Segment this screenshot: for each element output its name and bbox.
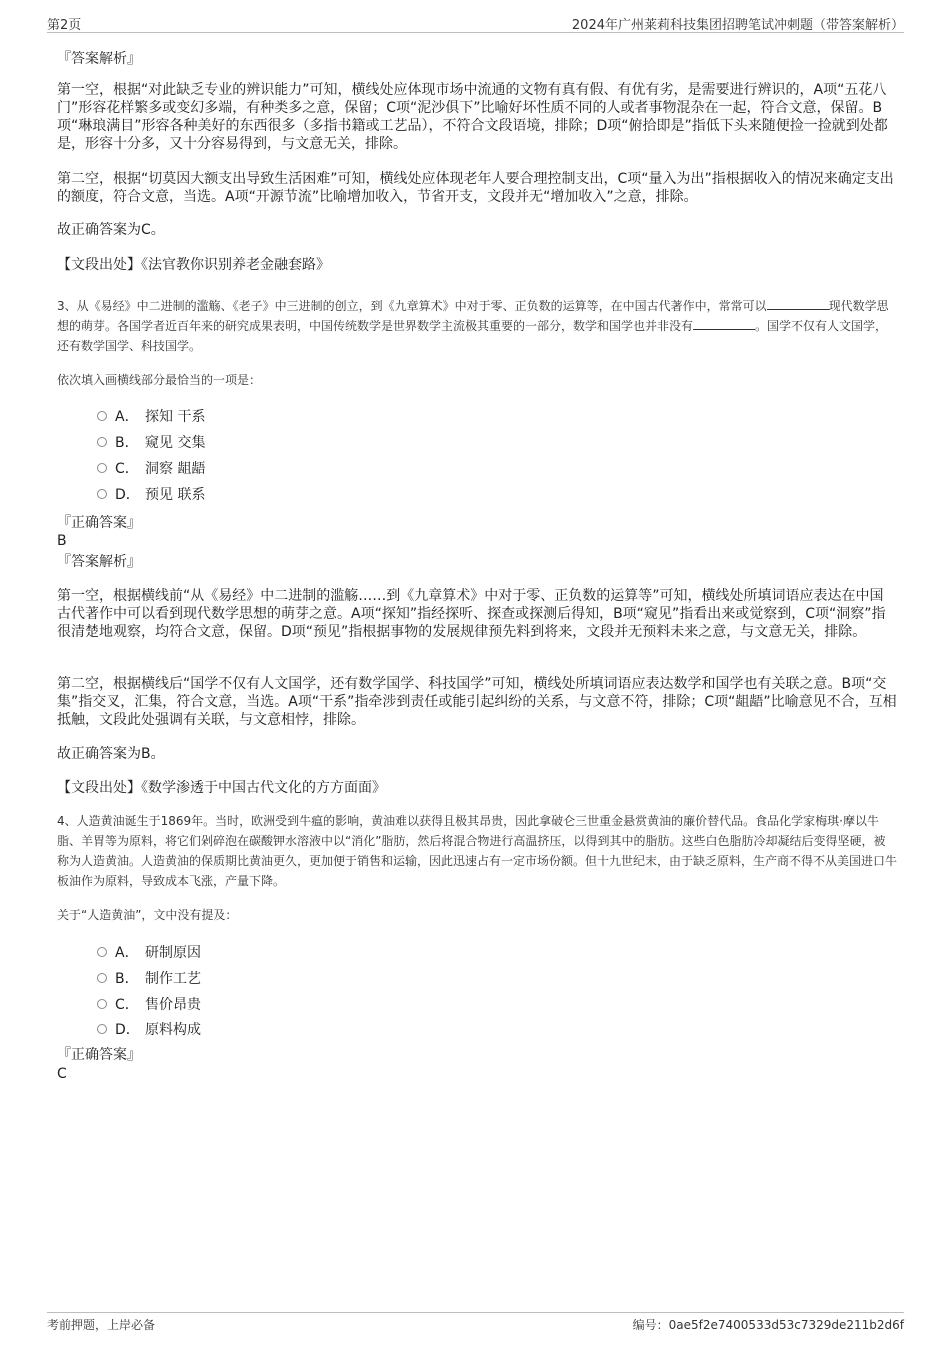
q3-stem-part-3: 。国学不仅有人文国学，还有数学国学、科技国学。 [57,319,888,353]
radio-icon[interactable] [97,999,107,1009]
q4-prompt: 关于“人造黄油”，文中没有提及： [57,908,238,922]
q4-stem: 4、人造黄油诞生于1869年。当时，欧洲受到牛瘟的影响，黄油难以获得且极其昂贵，因此拿破仑三世重金悬赏黄油的廉价替代品。食品化学家梅琪·摩以牛脂、羊胃等为原料，将它们剁碎泡在碳酸钾水溶液中以“消化”脂肪，然后将混合物进行高温挤压，以得到其中的脂肪。这些白色脂肪冷却凝结后变得坚硬，被称为人造黄油。人造黄油的保质期比黄油更久，更加便于销售和运输，因此迅速占有一定市场份额。但十九世纪末，由于缺乏原料，生产商不得不从美国进口牛板油作为原料，导致成本飞涨，产量下降。 [57,814,898,888]
radio-icon[interactable] [97,437,107,447]
q3-analysis-paragraph-1: 第一空，根据横线前“从《易经》中二进制的滥觞……到《九章算术》中对于零、正负数的运算等”可知，横线处所填词语应表达在中国古代著作中可以看到现代数学思想的萌芽之意。A项“探知”指经探听、探查或探测后得知，B项“窥见”指看出来或觉察到，C项“洞察”指很清楚地观察，均符合文意，保留。D项“预见”指根据事物的发展规律预先料到将来，文段并无预料未来之意，与文意无关，排除。 [57,588,886,640]
page-footer [47,1312,904,1336]
q3-analysis-paragraph-2: 第二空，根据横线后“国学不仅有人文国学，还有数学国学、科技国学”可知，横线处所填词语应表达数学和国学也有关联之意。B项“交集”指交叉，汇集，符合文意，当选。A项“干系”指牵涉到责任或能引起纠纷的关系，与文意不符，排除；C项“龃龉”比喻意见不合，互相抵触，文段此处强调有关联，与文意相悖，排除。 [57,676,897,728]
q3-analysis-label: 『答案解析』 [57,554,141,570]
q2-conclusion: 故正确答案为C。 [57,222,165,238]
radio-icon[interactable] [97,947,107,957]
q4-option-d[interactable]: D． 原料构成 [97,1021,201,1039]
q3-blank-2 [693,317,755,330]
q3-conclusion: 故正确答案为B。 [57,746,165,762]
q3-stem [57,296,897,356]
q3-option-c[interactable]: C． 洞察 龃龉 [97,460,205,478]
q3-option-b[interactable]: B． 窥见 交集 [97,434,205,452]
q3-blank-1 [767,297,829,310]
radio-icon[interactable] [97,411,107,421]
q3-source: 【文段出处】《数学渗透于中国古代文化的方方面面》 [57,780,386,796]
q3-answer: B [57,533,67,549]
q3-answer-label: 『正确答案』 [57,515,141,531]
q4-option-b[interactable]: B． 制作工艺 [97,970,201,988]
document-code: 编号：0ae5f2e7400533d53c7329de211b2d6f [632,1318,904,1332]
q4-option-a[interactable]: A． 研制原因 [97,944,201,962]
q3-option-d[interactable]: D． 预见 联系 [97,486,205,504]
q2-analysis-paragraph-1: 第一空，根据“对此缺乏专业的辨识能力”可知，横线处应体现市场中流通的文物有真有假、有优有劣，是需要进行辨识的，A项“五花八门”形容花样繁多或变幻多端，有种类多之意，保留；C项“泥沙俱下”比喻好坏性质不同的人或者事物混杂在一起，符合文意，保留。B项“琳琅满目”形容各种美好的东西很多（多指书籍或工艺品），不符合文段语境，排除；D项“俯拾即是”指低下头来随便捡一捡就到处都是，形容十分多，又十分容易得到，与文意无关，排除。 [57,82,888,152]
page-number: 第2页 [47,18,82,33]
radio-icon[interactable] [97,463,107,473]
radio-icon[interactable] [97,489,107,499]
document-title: 2024年广州莱莉科技集团招聘笔试冲刺题（带答案解析） [571,18,904,33]
q4-answer-label: 『正确答案』 [57,1047,141,1063]
q2-analysis-paragraph-2: 第二空，根据“切莫因大额支出导致生活困难”可知，横线处应体现老年人要合理控制支出，C项“量入为出”指根据收入的情况来确定支出的额度，符合文意，当选。A项“开源节流”比喻增加收入，节省开支，文段并无“增加收入”之意，排除。 [57,171,894,205]
q3-stem-part-1: 3、从《易经》中二进制的滥觞、《老子》中三进制的创立，到《九章算术》中对于零、正负数的运算等，在中国古代著作中，常常可以 [57,299,767,313]
q3-prompt: 依次填入画横线部分最恰当的一项是： [57,373,262,387]
page-header [47,14,904,33]
q3-stem-part-2: 现代数学思想的萌芽。各国学者近百年来的研究成果表明，中国传统数学是世界数学主流极其重要的一部分，数学和国学也并非没有 [57,299,889,333]
radio-icon[interactable] [97,1024,107,1034]
q4-answer: C [57,1066,67,1082]
radio-icon[interactable] [97,973,107,983]
q2-analysis-label: 『答案解析』 [57,51,141,67]
q2-source: 【文段出处】《法官教你识别养老金融套路》 [57,257,330,273]
q4-option-c[interactable]: C． 售价昂贵 [97,996,201,1014]
footer-slogan: 考前押题，上岸必备 [47,1318,156,1332]
q3-option-a[interactable]: A． 探知 干系 [97,408,205,426]
